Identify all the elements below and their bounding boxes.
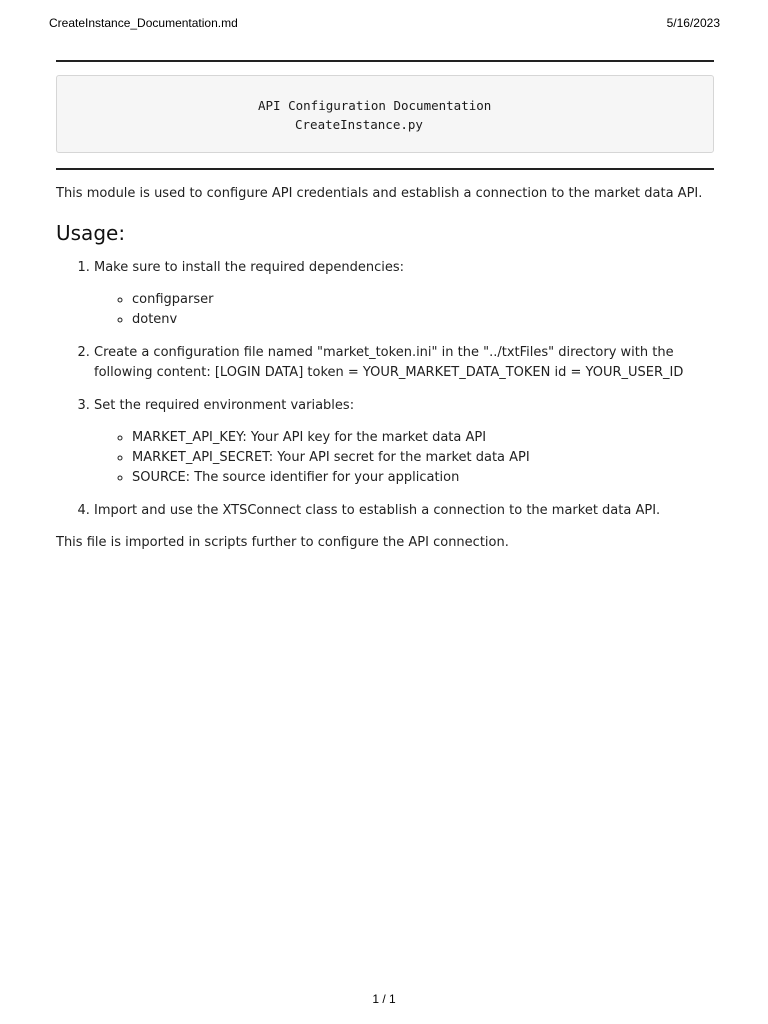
dependency-item: ◦ configparser (132, 290, 714, 310)
bottom-divider (56, 168, 714, 170)
dependency-item: ◦ dotenv (132, 310, 714, 330)
document-body (56, 60, 714, 552)
env-var-list (94, 428, 714, 488)
dependency-list (94, 290, 714, 330)
usage-heading: Usage: (56, 221, 126, 245)
document-filename: CreateInstance_Documentation.md (49, 16, 238, 30)
print-date: 5/16/2023 (666, 16, 720, 30)
step-item (94, 343, 714, 383)
step-text: Set the required environment variables: (94, 398, 355, 413)
code-line-title: API Configuration Documentation (258, 98, 492, 113)
env-var-item: ◦ MARKET_API_SECRET: Your API secret for the market data API (132, 448, 714, 468)
print-header (49, 16, 720, 30)
page-number: 1 / 1 (372, 992, 396, 1006)
step-item (94, 501, 714, 521)
step-item (94, 396, 714, 488)
code-line-filename: CreateInstance.py (295, 117, 423, 132)
top-divider (56, 60, 714, 62)
usage-steps-list (56, 258, 714, 521)
step-text: Make sure to install the required dependencies: (94, 260, 405, 275)
code-block (56, 75, 714, 153)
outro-paragraph: This file is imported in scripts further to configure the API connection. (56, 535, 509, 550)
intro-paragraph: This module is used to configure API credentials and establish a connection to the market data API. (56, 186, 703, 201)
env-var-item: ◦ SOURCE: The source identifier for your application (132, 468, 714, 488)
step-text: Import and use the XTSConnect class to establish a connection to the market data API. (94, 503, 661, 518)
step-text: Create a configuration file named "market_token.ini" in the "../txtFiles" directory with the following content: [LOGIN DATA] token = YOUR_MARKET_DATA_TOKEN id = YOUR_USER_ID (94, 345, 684, 380)
step-item (94, 258, 714, 330)
env-var-item: ◦ MARKET_API_KEY: Your API key for the market data API (132, 428, 714, 448)
